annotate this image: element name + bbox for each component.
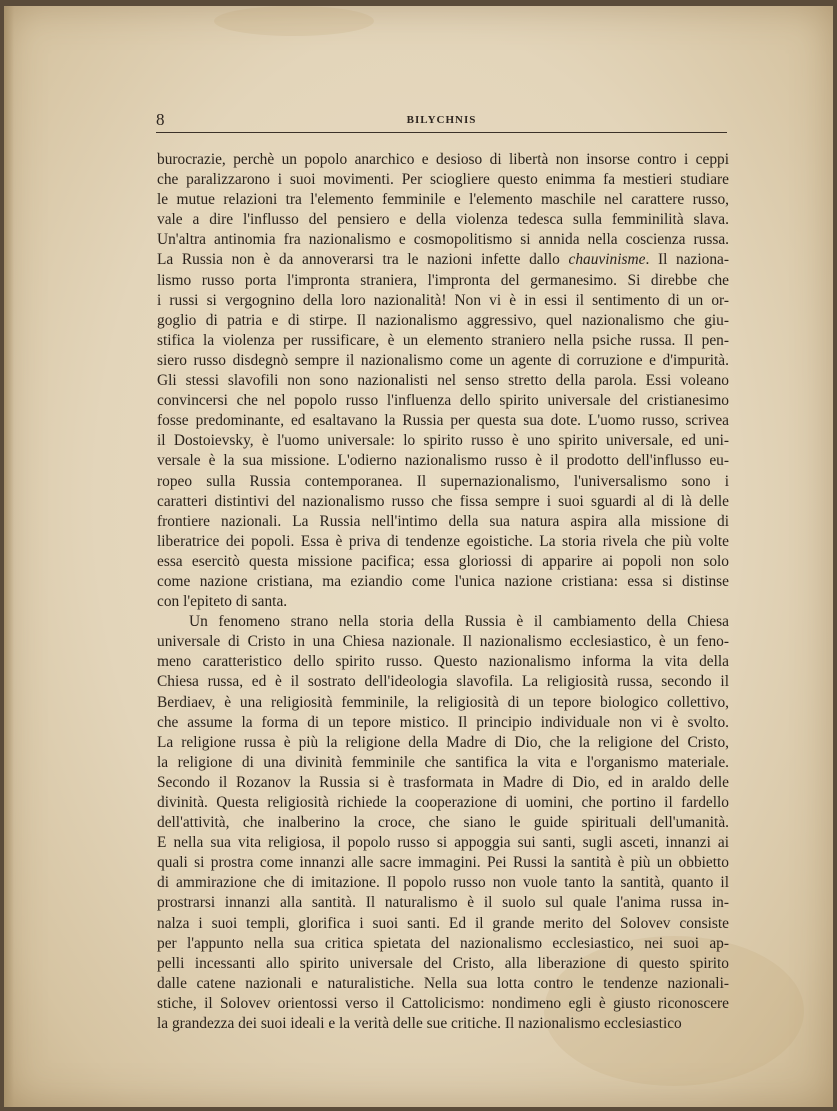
text-line: per l'appunto nella sua critica spietata del nazionalismo ecclesiastico, nei suoi ap- bbox=[157, 934, 729, 952]
text-line: dalle catene nazionali e naturalistiche. Nella sua lotta contro le tendenze nazionali- bbox=[157, 974, 729, 992]
page-header bbox=[156, 110, 727, 133]
text-line: siero russo disdegnò sempre il nazionalismo come un agente di corruzione e d'impurità. bbox=[157, 351, 729, 369]
text-line: Chiesa russa, ed è il sostrato dell'ideologia slavofila. La religiosità russa, secondo il bbox=[157, 673, 729, 691]
text-line: Gli stessi slavofili non sono nazionalisti nel senso stretto della parola. Essi voleano bbox=[157, 372, 729, 390]
text-line: vale a dire l'influsso del pensiero e della violenza tedesca sulla femminilità slava. bbox=[157, 211, 729, 229]
text-line: come nazione cristiana, ma eziandio come l'unica nazione cristiana: essa si distinse bbox=[157, 572, 729, 590]
text-line: che paralizzarono i suoi movimenti. Per sciogliere questo enimma fa mestieri studiare bbox=[157, 171, 729, 189]
text-line: che assume la forma di un tepore mistico. Il principio individuale non vi è svolto. bbox=[157, 713, 729, 731]
body-text bbox=[157, 150, 729, 1034]
text-line: prostrarsi innanzi alla santità. Il naturalismo è il suolo sul quale l'anima russa in- bbox=[157, 894, 729, 912]
text-line: la grandezza dei suoi ideali e la verità delle sue critiche. Il nazionalismo ecclesiastico bbox=[157, 1015, 682, 1033]
text-line: fosse predominante, ed esaltavano la Russia per questa sua dote. L'uomo russo, scrivea bbox=[157, 412, 729, 430]
text-line: essa esercitò questa missione pacifica; essa gloriossi di apparire ai popoli non solo bbox=[157, 552, 729, 570]
text-line: i russi si vergognino della loro nazionalità! Non vi è in essi il sentimento di un or- bbox=[157, 291, 729, 309]
text-line: frontiere nazionali. La Russia nell'intimo della sua natura aspira alla missione di bbox=[157, 512, 729, 530]
text-line: Un fenomeno strano nella storia della Russia è il cambiamento della Chiesa bbox=[189, 613, 729, 631]
text-line: La Russia non è da annoverarsi tra le nazioni infette dallo chauvinisme. Il naziona- bbox=[157, 251, 729, 269]
text-line: La religione russa è più la religione della Madre di Dio, che la religione del Cristo, bbox=[157, 733, 729, 751]
text-line: Berdiaev, è una religiosità femminile, la religiosità di un tepore biologico collettivo, bbox=[157, 693, 729, 711]
text-line: con l'epiteto di santa. bbox=[157, 593, 288, 611]
text-line: universale di Cristo in una Chiesa nazionale. Il nazionalismo ecclesiastico, è un feno- bbox=[157, 633, 729, 651]
page-number: 8 bbox=[156, 110, 165, 129]
text-line: Un'altra antinomia fra nazionalismo e cosmopolitismo si annida nella coscienza russa. bbox=[157, 231, 729, 249]
text-line: burocrazie, perchè un popolo anarchico e desioso di libertà non insorse contro i ceppi bbox=[157, 151, 729, 168]
text-line: divinità. Questa religiosità richiede la cooperazione di uomini, che portino il fardello bbox=[157, 794, 729, 811]
paper-stain bbox=[214, 6, 374, 36]
paragraph bbox=[157, 150, 729, 612]
text-line: ropeo sulla Russia contemporanea. Il supernazionalismo, l'universalismo sono i bbox=[157, 472, 729, 490]
text-line: la religione di una divinità femminile che santifica la vita e l'organismo materiale. bbox=[157, 753, 729, 771]
text-line: versale è la sua missione. L'odierno nazionalismo russo è il prodotto dell'influsso eu- bbox=[157, 452, 729, 470]
page-binding-shadow bbox=[4, 6, 14, 1107]
text-line: Secondo il Rozanov la Russia si è trasformata in Madre di Dio, ed in araldo delle bbox=[157, 773, 729, 791]
text-line: quali si prostra come innanzi alle sacre immagini. Pei Russi la santità è più un obbietto bbox=[157, 854, 729, 872]
paragraph bbox=[157, 612, 729, 1034]
text-line: caratteri distintivi del nazionalismo russo che fissa sempre i suoi sguardi al di là delle bbox=[157, 492, 729, 510]
text-line: goglio di patria e di stirpe. Il nazionalismo aggressivo, quel nazionalismo che giu- bbox=[157, 311, 729, 329]
text-line: lismo russo porta l'impronta straniera, l'impronta del germanesimo. Si direbbe che bbox=[157, 271, 729, 289]
text-line: le mutue relazioni tra l'elemento femminile e l'elemento maschile nel carattere russo, bbox=[157, 191, 729, 209]
running-title: BILYCHNIS bbox=[406, 114, 477, 126]
text-line: il Dostoievsky, è l'uomo universale: lo spirito russo è uno spirito universale, ed uni- bbox=[157, 432, 729, 450]
text-line: dell'attività, che inalberino la croce, che siano le guide spirituali dell'umanità. bbox=[157, 814, 729, 832]
text-line: meno caratteristico dello spirito russo. Questo nazionalismo informa la vita della bbox=[157, 653, 729, 671]
text-line: stiche, il Solovev orientossi verso il Cattolicismo: nondimeno egli è giusto riconoscere bbox=[157, 994, 729, 1012]
text-line: pelli incessanti allo spirito universale del Cristo, alla liberazione di questo spirito bbox=[157, 954, 729, 972]
text-line: convincersi che nel popolo russo l'influenza dello spirito universale del cristianesimo bbox=[157, 392, 729, 410]
text-line: liberatrice dei popoli. Essa è priva di tendenze egoistiche. La storia rivela che più volte bbox=[157, 532, 729, 550]
book-page bbox=[4, 6, 833, 1107]
text-line: stifica la violenza per russificare, è un elemento straniero nella psiche russa. Il pen- bbox=[157, 331, 729, 349]
text-line: nalza i suoi templi, glorifica i suoi santi. Ed il grande merito del Solovev consiste bbox=[157, 914, 729, 932]
text-line: di ammirazione che di imitazione. Il popolo russo non vuole tanto la santità, quanto il bbox=[157, 874, 729, 892]
text-line: E nella sua vita religiosa, il popolo russo si appoggia sui santi, sugli asceti, innanzi ai bbox=[157, 834, 729, 852]
